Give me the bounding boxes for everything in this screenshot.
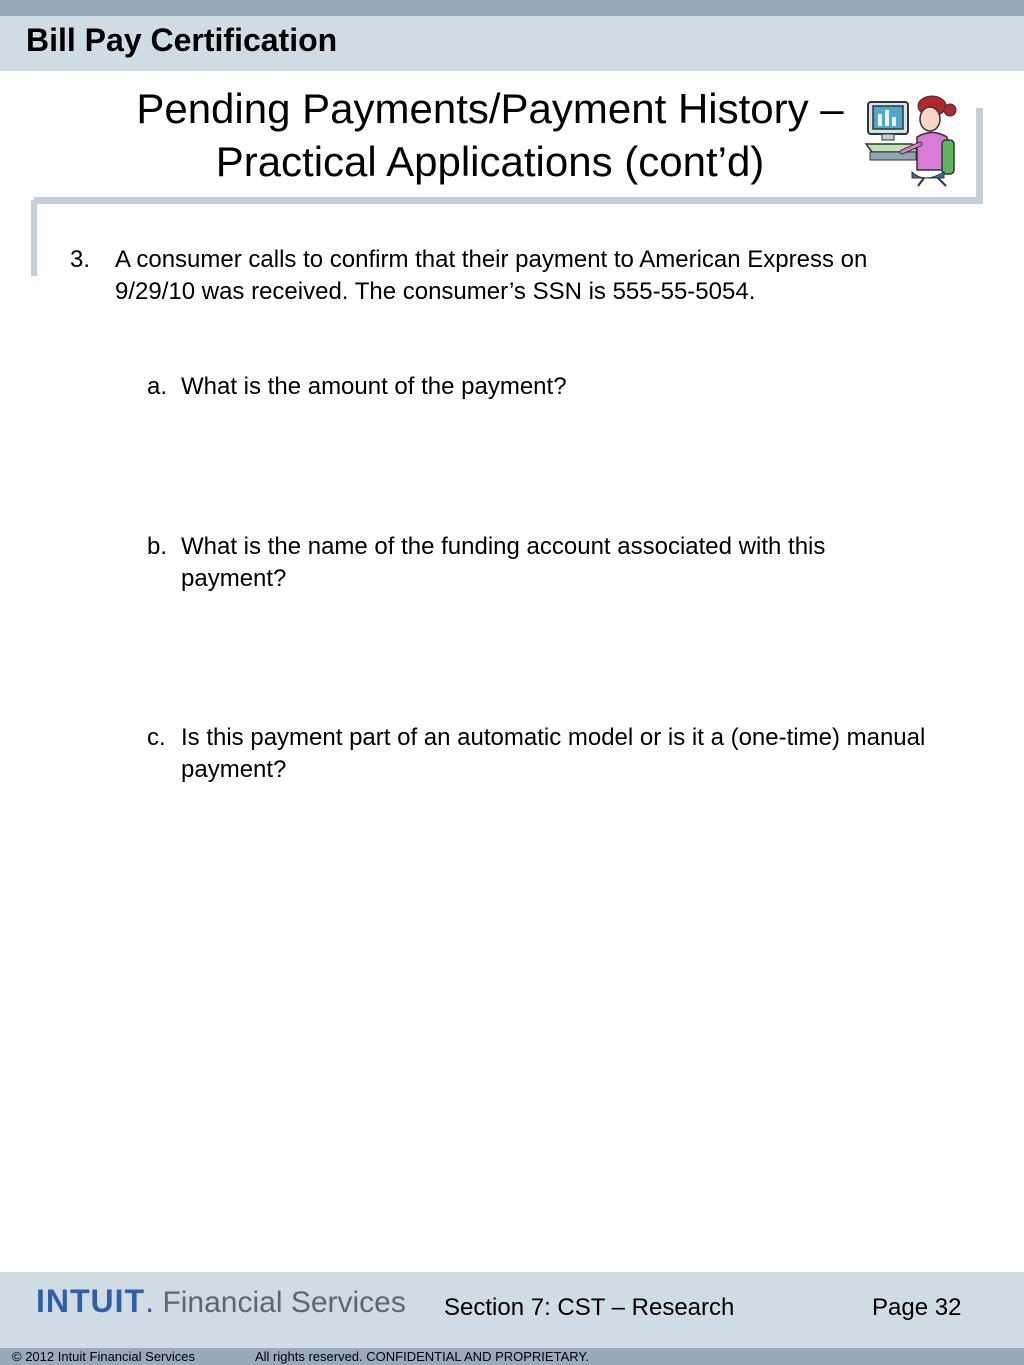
sub-question-letter: c. [147, 724, 166, 751]
slide-title [40, 82, 940, 188]
rights-text: All rights reserved. CONFIDENTIAL AND PROPRIETARY. [255, 1349, 589, 1364]
content-left-bar [31, 200, 37, 276]
logo-suffix: Financial Services [162, 1286, 406, 1319]
footer-section: Section 7: CST – Research [444, 1294, 735, 1321]
header-title: Bill Pay Certification [26, 22, 338, 58]
intuit-financial-services-logo [36, 1283, 406, 1323]
question-text: A consumer calls to confirm that their payment to American Express on 9/29/10 was received. The consumer’s SSN is 555-55-5054. [115, 246, 868, 305]
logo-dot: . [145, 1283, 154, 1319]
logo-brand: INTUIT [36, 1283, 146, 1319]
copyright-text: © 2012 Intuit Financial Services [12, 1349, 196, 1364]
sub-question-letter: a. [147, 373, 168, 400]
question-number: 3. [70, 246, 91, 273]
sub-question-letter: b. [147, 533, 168, 560]
sub-question-text: Is this payment part of an automatic model or is it a (one-time) manual payment? [181, 724, 926, 783]
slide-title-line1: Pending Payments/Payment History – [136, 85, 844, 132]
title-frame-right [976, 108, 983, 204]
sub-question-text: What is the amount of the payment? [181, 373, 567, 400]
slide-title-line2: Practical Applications (cont’d) [215, 138, 765, 185]
woman-at-computer-icon [862, 92, 962, 187]
title-rule [34, 197, 982, 204]
top-strip [0, 0, 1024, 16]
page-number: Page 32 [872, 1294, 962, 1321]
sub-question-text: What is the name of the funding account associated with this payment? [181, 533, 826, 592]
